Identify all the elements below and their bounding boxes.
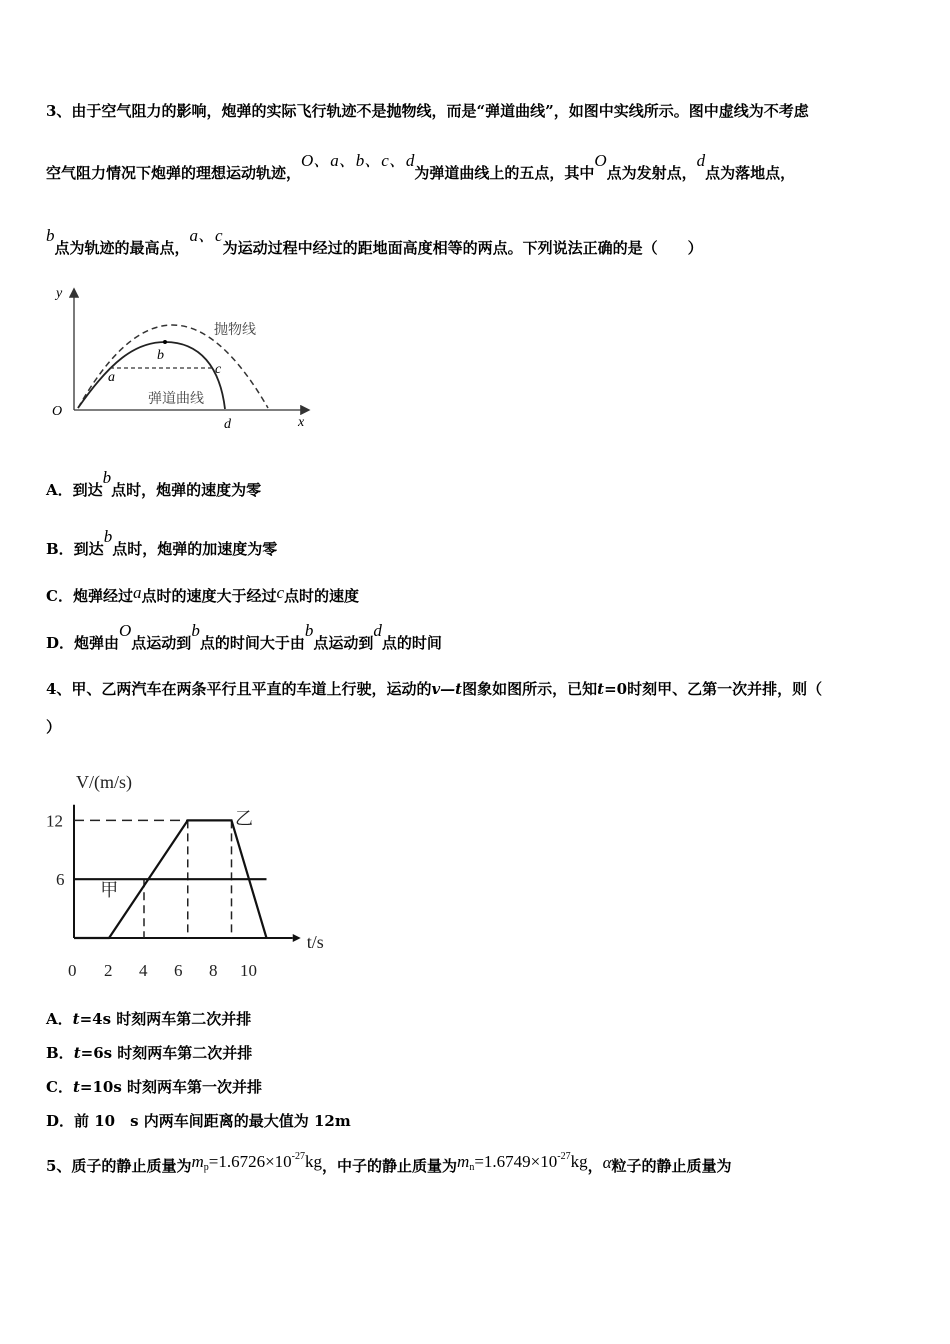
q4-option-b[interactable]: B．t=6s 时刻两车第二次并排: [46, 1044, 253, 1062]
q3-option-c[interactable]: C．炮弹经过a点时的速度大于经过c点时的速度: [46, 583, 360, 605]
q4-option-c[interactable]: C．t=10s 时刻两车第一次并排: [46, 1078, 263, 1096]
x-tick-label: 0: [68, 961, 77, 980]
x-axis-label: t/s: [306, 932, 324, 952]
x-tick-label: 4: [139, 961, 148, 980]
series-jia-label: 甲: [100, 879, 119, 900]
point-d-label: d: [224, 417, 231, 432]
y-axis-label: V/(m/s): [76, 772, 132, 792]
q3-stem-line1: 3、由于空气阻力的影响，炮弹的实际飞行轨迹不是抛物线，而是“弹道曲线”，如图中实线所示。图中虚线为不考虑: [46, 102, 809, 120]
point-b: [163, 340, 167, 344]
series-yi-label: 乙: [235, 808, 253, 829]
q4-stem-line1: 4、甲、乙两汽车在两条平行且平直的车道上行驶，运动的v—t图象如图所示，已知t=0时刻甲、乙第一次并排，则（: [46, 680, 823, 698]
x-tick-label: 2: [104, 961, 113, 980]
vt-chart: [40, 762, 360, 987]
q5-stem: 5、质子的静止质量为$mp=1.6726\times 10^{-27}kg$，中子的静止质量为$mn=1.6749\times 10^{-27}kg$，α粒子的静止质量为: [46, 1151, 732, 1175]
q4-option-a[interactable]: A．t=4s 时刻两车第二次并排: [46, 1010, 252, 1028]
q3-stem-line2: 空气阻力情况下炮弹的理想运动轨迹，O、a、b、c、d为弹道曲线上的五点，其中O点为发射点，d点为落地点，: [46, 151, 796, 182]
x-tick-label: 8: [209, 961, 218, 980]
trajectory-figure: [40, 282, 330, 432]
q3-option-b[interactable]: B．到达b点时，炮弹的加速度为零: [46, 527, 278, 558]
x-label: x: [298, 415, 305, 430]
y-label: y: [56, 286, 63, 301]
q4-stem-line2: ）: [46, 718, 62, 736]
parabola-label: 抛物线: [214, 323, 256, 338]
q3-option-d[interactable]: D．炮弹由O点运动到b点的时间大于由b点运动到d点的时间: [46, 621, 442, 652]
point-a-label: a: [108, 370, 115, 385]
q3-stem-line3: b点为轨迹的最高点，a、c为运动过程中经过的距地面高度相等的两点。下列说法正确的是（ ）: [46, 226, 703, 257]
point-c-label: c: [215, 362, 222, 377]
y-tick-label: 12: [46, 811, 63, 831]
x-axis-arrow: [293, 934, 301, 942]
x-tick-label: 10: [240, 961, 257, 980]
x-tick-label: 6: [174, 961, 183, 980]
q3-option-a[interactable]: A．到达b点时，炮弹的速度为零: [46, 468, 262, 499]
q4-option-d[interactable]: D．前 10 s 内两车间距离的最大值为 12m: [46, 1112, 351, 1130]
y-tick-label: 6: [56, 870, 65, 890]
ballistic-label: 弹道曲线: [148, 392, 204, 407]
origin-label: O: [52, 404, 63, 419]
math-points: O、a、b、c、d: [301, 151, 415, 170]
point-b-label: b: [157, 348, 164, 363]
